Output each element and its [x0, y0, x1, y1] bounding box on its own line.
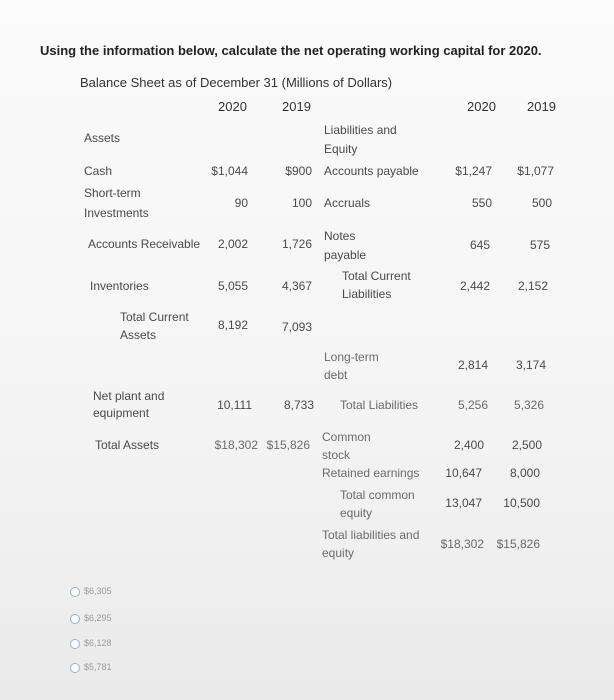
- notes-payable-2019: 575: [529, 238, 550, 252]
- common-stock-label-1: Common: [322, 430, 371, 444]
- total-current-assets-label-2: Assets: [120, 328, 157, 342]
- accruals-2020: 550: [471, 196, 492, 210]
- answer-option-label: $6,295: [84, 613, 112, 623]
- long-term-debt-label-1: Long-term: [324, 350, 379, 364]
- assets-header: Assets: [84, 131, 121, 145]
- total-common-equity-2019: 10,500: [503, 496, 540, 510]
- accounts-payable-2019: $1,077: [517, 164, 554, 178]
- total-common-equity-label-2: equity: [340, 506, 373, 520]
- common-stock-2020: 2,400: [453, 438, 484, 452]
- retained-earnings-label: Retained earnings: [322, 466, 420, 480]
- short-term-label-1: Short-term: [84, 186, 141, 200]
- balance-sheet-title: Balance Sheet as of December 31 (Millions of Dollars): [80, 75, 393, 90]
- accounts-payable-label: Accounts payable: [324, 164, 419, 178]
- answer-option[interactable]: [70, 637, 190, 651]
- answer-option-label: $5,781: [84, 662, 112, 672]
- total-common-equity-label-1: Total common: [340, 488, 415, 502]
- radio-button[interactable]: [70, 587, 80, 597]
- inventories-label: Inventories: [90, 279, 149, 293]
- total-liabilities-2019: 5,326: [513, 398, 544, 412]
- notes-payable-2020: 645: [469, 238, 490, 252]
- retained-earnings-2019: 8,000: [509, 466, 540, 480]
- total-common-equity-2020: 13,047: [445, 496, 482, 510]
- total-liabilities-equity-label-1: Total liabilities and: [322, 528, 420, 542]
- total-liabilities-2020: 5,256: [457, 398, 488, 412]
- accounts-payable-2020: $1,247: [455, 164, 492, 178]
- net-plant-label-2: equipment: [93, 406, 150, 420]
- net-plant-2019: 8,733: [283, 398, 314, 412]
- short-term-2019: 100: [291, 196, 312, 210]
- notes-payable-label-1: Notes: [324, 229, 356, 243]
- year-header-right-2019: 2019: [527, 99, 556, 114]
- common-stock-label-2: stock: [322, 448, 351, 462]
- accounts-receivable-label: Accounts Receivable: [88, 237, 201, 251]
- total-liabilities-equity-2020: $18,302: [440, 537, 484, 551]
- accruals-label: Accruals: [324, 196, 371, 210]
- year-header-left-2020: 2020: [218, 99, 247, 114]
- total-current-assets-2019: 7,093: [281, 320, 312, 334]
- answer-option-label: $6,128: [84, 638, 112, 648]
- question-text: Using the information below, calculate the net operating working capital for 2020.: [40, 43, 542, 58]
- total-current-liabilities-2020: 2,442: [459, 279, 490, 293]
- liabilities-header-2: Equity: [324, 142, 358, 156]
- long-term-debt-2019: 3,174: [515, 358, 546, 372]
- total-current-liabilities-label-1: Total Current: [342, 269, 411, 283]
- inventories-2019: 4,367: [281, 279, 312, 293]
- accounts-receivable-2019: 1,726: [281, 237, 312, 251]
- radio-button[interactable]: [70, 663, 80, 673]
- answer-option[interactable]: [70, 612, 190, 626]
- total-current-liabilities-2019: 2,152: [517, 279, 548, 293]
- answer-option[interactable]: [70, 585, 190, 599]
- retained-earnings-2020: 10,647: [445, 466, 482, 480]
- year-header-right-2020: 2020: [467, 99, 496, 114]
- answer-option[interactable]: [70, 661, 190, 675]
- total-liabilities-label: Total Liabilities: [340, 398, 419, 412]
- accruals-2019: 500: [531, 196, 552, 210]
- total-assets-2020: $18,302: [214, 438, 258, 452]
- short-term-2020: 90: [234, 196, 248, 210]
- long-term-debt-2020: 2,814: [457, 358, 488, 372]
- accounts-receivable-2020: 2,002: [217, 237, 248, 251]
- total-current-assets-2020: 8,192: [217, 318, 248, 332]
- radio-button[interactable]: [70, 614, 80, 624]
- short-term-label-2: Investments: [84, 206, 149, 220]
- total-assets-label: Total Assets: [95, 438, 160, 452]
- cash-2020: $1,044: [211, 164, 248, 178]
- total-liabilities-equity-label-2: equity: [322, 546, 355, 560]
- total-liabilities-equity-2019: $15,826: [496, 537, 540, 551]
- year-header-left-2019: 2019: [282, 99, 311, 114]
- total-current-assets-label-1: Total Current: [120, 310, 189, 324]
- cash-2019: $900: [285, 164, 312, 178]
- notes-payable-label-2: payable: [324, 248, 367, 262]
- answer-option-label: $6,305: [84, 586, 112, 596]
- liabilities-header-1: Liabilities and: [324, 123, 397, 137]
- total-assets-2019: $15,826: [266, 438, 310, 452]
- radio-button[interactable]: [70, 639, 80, 649]
- long-term-debt-label-2: debt: [324, 368, 348, 382]
- net-plant-2020: 10,111: [217, 398, 252, 412]
- common-stock-2019: 2,500: [511, 438, 542, 452]
- net-plant-label-1: Net plant and: [93, 389, 165, 403]
- inventories-2020: 5,055: [217, 279, 248, 293]
- total-current-liabilities-label-2: Liabilities: [342, 287, 392, 301]
- cash-label: Cash: [84, 164, 113, 178]
